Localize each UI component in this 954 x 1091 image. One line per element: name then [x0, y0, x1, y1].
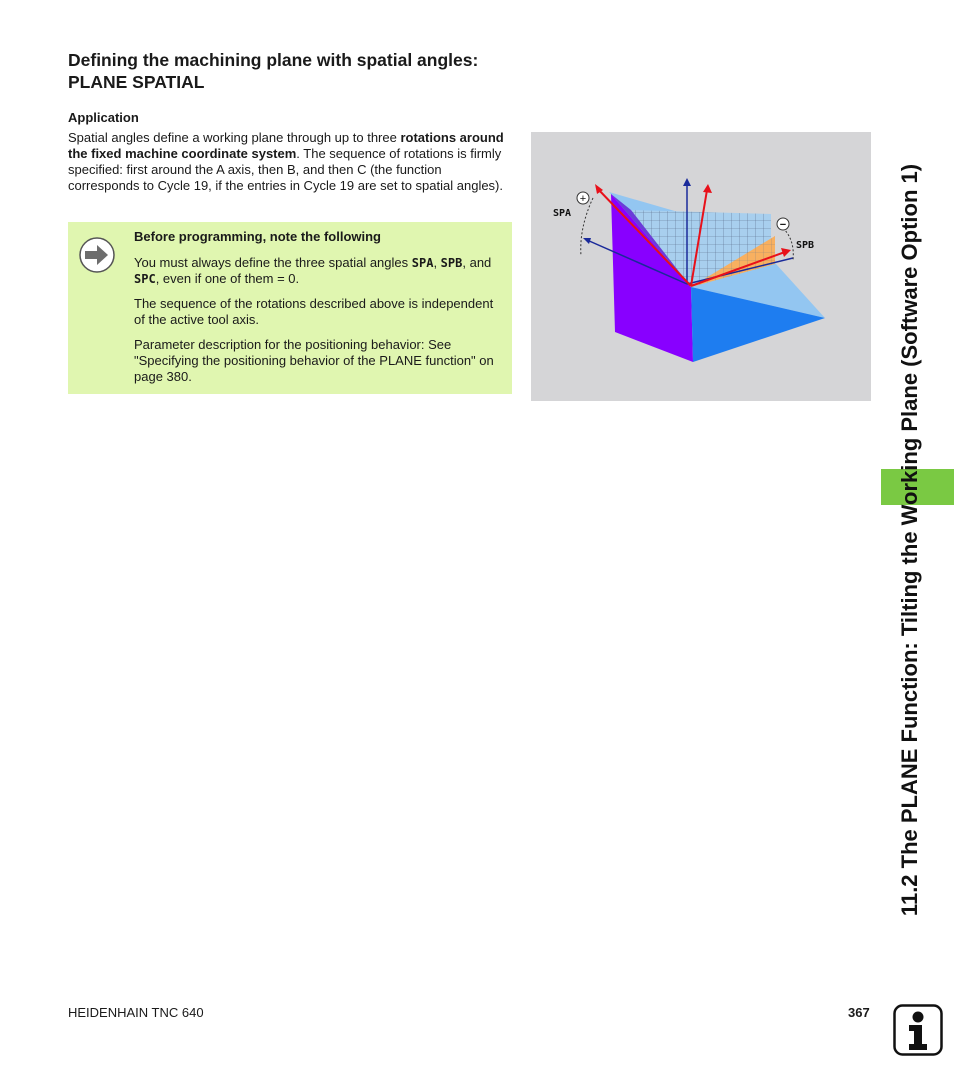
minus-sign: −: [779, 219, 787, 231]
code-spc: SPC: [134, 272, 156, 286]
code-spb: SPB: [440, 256, 463, 270]
info-icon: [893, 1004, 943, 1061]
intro-text-start: Spatial angles define a working plane through up to three: [68, 130, 401, 145]
spa-arc: [581, 198, 593, 256]
note-paragraph-sequence: The sequence of the rotations described above is independent of the active tool axis.: [134, 296, 494, 327]
spatial-angles-figure: [531, 132, 871, 401]
plus-sign: +: [579, 193, 587, 205]
spatial-angles-illustration: [531, 132, 871, 401]
footer-product: HEIDENHAIN TNC 640: [68, 1005, 204, 1020]
label-spb: SPB: [796, 240, 815, 251]
note-paragraph-angles: [134, 255, 506, 287]
note-paragraph-reference: Parameter description for the positioning behavior: See "Specifying the positioning behavior of the PLANE function" on page 380.: [134, 337, 494, 384]
page-number: 367: [848, 1005, 870, 1020]
chapter-title-text: 11.2 The PLANE Function: Tilting the Working Plane (Software Option 1): [897, 163, 922, 917]
application-heading: Application: [68, 110, 139, 125]
separator: ,: [433, 255, 441, 270]
application-intro: [68, 130, 513, 194]
intro-emphasis: rotations around the fixed machine coordinate system: [68, 130, 504, 161]
code-spa: SPA: [411, 256, 434, 270]
note-angles-text: You must always define the three spatial angles: [134, 255, 412, 270]
label-spa: SPA: [553, 208, 572, 219]
note-angles-text-end: , even if one of them = 0.: [155, 271, 300, 286]
arrow-right-icon: [78, 236, 116, 279]
intro-text-end: . The sequence of rotations is firmly specified: first around the A axis, then B, and then C (the function corresponds to Cycle 19, if the entries in Cycle 19 are set to spatial angles).: [68, 146, 503, 193]
note-content: [134, 229, 506, 394]
separator: , and: [462, 255, 492, 270]
section-title: Defining the machining plane with spatial angles: PLANE SPATIAL: [68, 50, 479, 92]
note-title: Before programming, note the following: [134, 229, 381, 244]
note-box: [68, 222, 512, 394]
